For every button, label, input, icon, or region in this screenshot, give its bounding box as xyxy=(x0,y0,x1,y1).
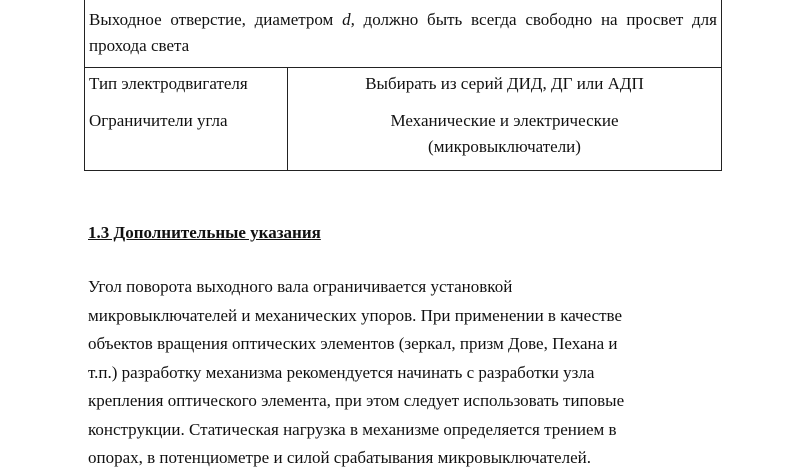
table-cell-value-line: Выбирать из серий ДИД, ДГ или АДП xyxy=(365,74,644,93)
specification-table xyxy=(84,0,722,171)
table-cell-label: Ограничители угла xyxy=(85,102,288,171)
note-variable-d: d, xyxy=(342,10,355,29)
table-cell-label: Тип электродвигателя xyxy=(85,68,288,103)
table-cell-value xyxy=(288,102,722,171)
table-note-cell xyxy=(85,0,722,68)
paragraph-line: конструкции. Статическая нагрузка в механизме определяется трением в xyxy=(88,419,617,439)
table-cell-value xyxy=(288,68,722,103)
paragraph-line: опорах, в потенциометре и силой срабатывания микровыключателей. xyxy=(88,448,591,467)
paragraph-line: микровыключателей и механических упоров. При применении в качестве xyxy=(88,305,623,325)
paragraph-line: т.п.) разработку механизма рекомендуется начинать с разработки узла xyxy=(88,362,595,382)
section-heading: 1.3 Дополнительные указания xyxy=(88,223,321,242)
paragraph-line: Угол поворота выходного вала ограничивается установкой xyxy=(88,277,513,296)
table-row xyxy=(85,102,722,171)
note-text-before: Выходное отверстие, диаметром xyxy=(89,10,343,29)
table-cell-value-line: Механические и электрические xyxy=(390,111,619,130)
table-note-row xyxy=(85,0,722,68)
paragraph-line: крепления оптического элемента, при этом следует использовать типовые xyxy=(88,391,625,410)
note-text-after: должно быть всегда свободно на просвет для прохода света xyxy=(89,10,717,55)
paragraph-line: объектов вращения оптических элементов (зеркал, призм Дове, Пехана и xyxy=(88,334,618,353)
table-row xyxy=(85,68,722,103)
table-cell-value-line: (микровыключатели) xyxy=(428,137,581,156)
body-paragraph xyxy=(88,273,728,473)
